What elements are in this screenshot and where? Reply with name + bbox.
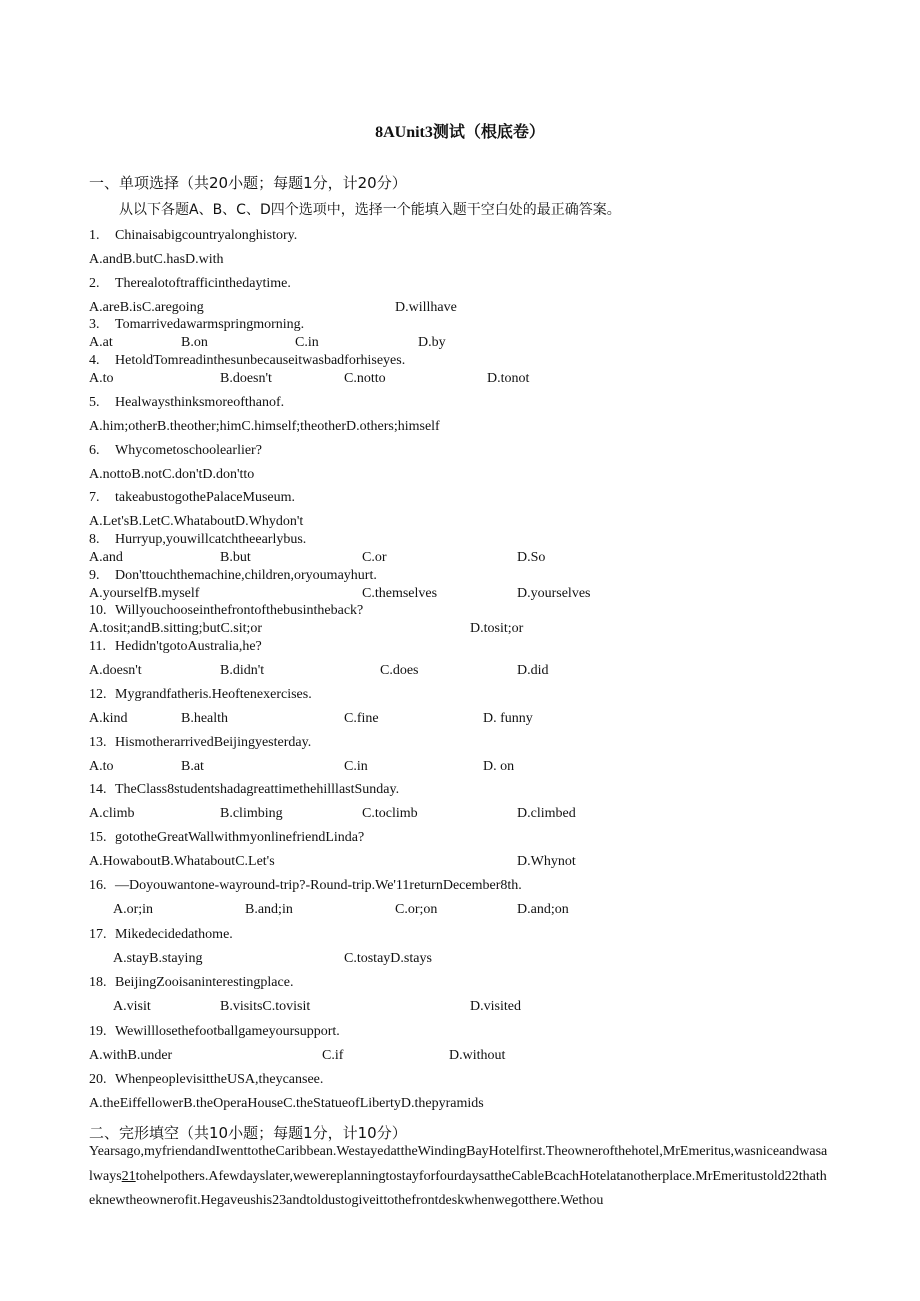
answer-option: A.him;otherB.theother;himC.himself;theotherD.others;himself xyxy=(89,419,440,434)
question-stem xyxy=(89,878,522,894)
answer-option: D.Whynot xyxy=(517,854,576,869)
question-number: 10. xyxy=(89,603,107,618)
question-stem xyxy=(89,639,262,655)
answer-option: B.visitsC.tovisit xyxy=(220,999,311,1014)
answer-option: A.at xyxy=(89,335,113,350)
question-number: 14. xyxy=(89,782,107,797)
question-text: TheClass8studentshadagreattimethehilllastSunday. xyxy=(115,782,400,797)
cloze-text-part-1: Yearsago,myfriendandIwenttotheCaribbean.WestayedattheWindingBayHotelfirst.Theownerofthehotel,MrEmeritus,wasniceandwasalways xyxy=(89,1144,828,1184)
answer-option: B.climbing xyxy=(220,806,283,821)
answer-option: D.visited xyxy=(470,999,521,1014)
answer-option: D.willhave xyxy=(395,300,457,315)
question-text: Don'ttouchthemachine,children,oryoumayhurt. xyxy=(115,568,377,583)
question-stem xyxy=(89,830,364,846)
answer-option: A.stayB.staying xyxy=(113,951,203,966)
answer-option: C.tostayD.stays xyxy=(344,951,432,966)
question-number: 9. xyxy=(89,568,100,583)
answer-option: D.and;on xyxy=(517,902,569,917)
question-stem xyxy=(89,975,293,991)
answer-option: A.or;in xyxy=(113,902,154,917)
answer-option: B.doesn't xyxy=(220,371,272,386)
answer-option: C.in xyxy=(344,759,368,774)
answer-option: D.did xyxy=(517,663,549,678)
answer-option: A.visit xyxy=(113,999,151,1014)
question-number: 16. xyxy=(89,878,107,893)
question-stem xyxy=(89,927,233,943)
question-text: Wewilllosethefootballgameyoursupport. xyxy=(115,1024,340,1039)
answer-option: D. funny xyxy=(483,711,533,726)
answer-option: B.on xyxy=(181,335,208,350)
answer-option: A.theEiffellowerB.theOperaHouseC.theStatueofLibertyD.thepyramids xyxy=(89,1096,484,1111)
question-stem xyxy=(89,228,297,244)
answer-option: C.fine xyxy=(344,711,379,726)
answer-option: A.to xyxy=(89,371,114,386)
question-number: 4. xyxy=(89,353,100,368)
answer-option: C.or;on xyxy=(395,902,438,917)
question-stem xyxy=(89,443,262,459)
answer-option: C.if xyxy=(322,1048,344,1063)
question-stem xyxy=(89,782,399,798)
answer-option: D.tonot xyxy=(487,371,530,386)
question-number: 20. xyxy=(89,1072,107,1087)
answer-option: B.health xyxy=(181,711,229,726)
answer-option: D.So xyxy=(517,550,546,565)
question-number: 11. xyxy=(89,639,106,654)
question-stem xyxy=(89,735,311,751)
question-text: gototheGreatWallwithmyonlinefriendLinda? xyxy=(115,830,365,845)
cloze-blank-21: 21 xyxy=(121,1168,136,1184)
answer-option: C.in xyxy=(295,335,319,350)
answer-option: B.at xyxy=(181,759,204,774)
answer-option: A.kind xyxy=(89,711,128,726)
question-text: Mikedecidedathome. xyxy=(115,927,233,942)
answer-option: C.or xyxy=(362,550,387,565)
answer-option: C.does xyxy=(380,663,419,678)
answer-option: A.yourselfB.myself xyxy=(89,586,200,601)
question-number: 7. xyxy=(89,490,100,505)
question-text: WhenpeoplevisittheUSA,theycansee. xyxy=(115,1072,324,1087)
question-stem xyxy=(89,353,405,369)
question-text: Hedidn'tgotoAustralia,he? xyxy=(115,639,262,654)
question-text: —Doyouwantone-wayround-trip?-Round-trip.We'11returnDecember8th. xyxy=(115,878,522,893)
answer-option: A.andB.butC.hasD.with xyxy=(89,252,224,267)
answer-option: A.doesn't xyxy=(89,663,142,678)
cloze-passage xyxy=(89,1140,829,1214)
answer-option: D.climbed xyxy=(517,806,576,821)
answer-option: D.without xyxy=(449,1048,506,1063)
question-number: 3. xyxy=(89,317,100,332)
question-number: 19. xyxy=(89,1024,107,1039)
question-text: Healwaysthinksmoreofthanof. xyxy=(115,395,285,410)
answer-option: A.and xyxy=(89,550,123,565)
cloze-text-part-2: tohelpothers.Afewdayslater,wewereplanningtostayforfourdaysattheCableBcachHotelatanotherplace.MrEmeritustold22thatheknewtheownerofit.Hegaveushis23andtoldustogiveittothefrontdeskwhenwegotthere.Wethou xyxy=(89,1168,827,1208)
page-title: 8AUnit3测试（根底卷） xyxy=(375,124,545,141)
question-number: 5. xyxy=(89,395,100,410)
answer-option: A.nottoB.notC.don'tD.don'tto xyxy=(89,467,255,482)
question-number: 6. xyxy=(89,443,100,458)
answer-option: A.tosit;andB.sitting;butC.sit;or xyxy=(89,621,263,636)
answer-option: A.Let'sB.LetC.WhataboutD.Whydon't xyxy=(89,514,304,529)
section-1-instruction: 从以下各题A、B、C、D四个选项中，选择一个能填入题干空白处的最正确答案。 xyxy=(119,202,621,218)
answer-option: B.and;in xyxy=(245,902,293,917)
question-stem xyxy=(89,395,284,411)
question-stem xyxy=(89,568,377,584)
question-stem xyxy=(89,1024,340,1040)
answer-option: A.to xyxy=(89,759,114,774)
question-text: Mygrandfatheris.Heoftenexercises. xyxy=(115,687,312,702)
section-2-heading: 二、完形填空（共10小题；每题1分，计10分） xyxy=(89,1124,407,1142)
question-number: 12. xyxy=(89,687,107,702)
question-stem xyxy=(89,532,306,548)
question-number: 13. xyxy=(89,735,107,750)
section-1-heading: 一、单项选择（共20小题；每题1分，计20分） xyxy=(89,174,407,192)
answer-option: D.yourselves xyxy=(517,586,591,601)
question-text: Chinaisabigcountryalonghistory. xyxy=(115,228,298,243)
question-number: 18. xyxy=(89,975,107,990)
question-text: Willyouchooseinthefrontofthebusintheback? xyxy=(115,603,364,618)
question-stem xyxy=(89,603,363,619)
answer-option: B.but xyxy=(220,550,251,565)
question-text: Hurryup,youwillcatchtheearlybus. xyxy=(115,532,307,547)
question-stem xyxy=(89,687,312,703)
answer-option: A.climb xyxy=(89,806,135,821)
question-text: HismotherarrivedBeijingyesterday. xyxy=(115,735,312,750)
question-stem xyxy=(89,1072,323,1088)
question-text: HetoldTomreadinthesunbecauseitwasbadforhiseyes. xyxy=(115,353,406,368)
answer-option: A.areB.isC.aregoing xyxy=(89,300,204,315)
question-number: 17. xyxy=(89,927,107,942)
question-stem xyxy=(89,276,291,292)
question-number: 8. xyxy=(89,532,100,547)
answer-option: A.withB.under xyxy=(89,1048,173,1063)
answer-option: C.themselves xyxy=(362,586,438,601)
answer-option: B.didn't xyxy=(220,663,265,678)
answer-option: D.tosit;or xyxy=(470,621,524,636)
answer-option: D.by xyxy=(418,335,446,350)
answer-option: D. on xyxy=(483,759,515,774)
question-text: Whycometoschoolearlier? xyxy=(115,443,262,458)
question-stem xyxy=(89,317,304,333)
question-stem xyxy=(89,490,295,506)
answer-option: C.notto xyxy=(344,371,386,386)
question-text: BeijingZooisaninterestingplace. xyxy=(115,975,294,990)
question-number: 15. xyxy=(89,830,107,845)
question-number: 2. xyxy=(89,276,100,291)
question-text: takeabustogothePalaceMuseum. xyxy=(115,490,296,505)
question-text: Therealotoftrafficinthedaytime. xyxy=(115,276,291,291)
question-number: 1. xyxy=(89,228,100,243)
answer-option: C.toclimb xyxy=(362,806,418,821)
question-text: Tomarrivedawarmspringmorning. xyxy=(115,317,305,332)
answer-option: A.HowaboutB.WhataboutC.Let's xyxy=(89,854,275,869)
